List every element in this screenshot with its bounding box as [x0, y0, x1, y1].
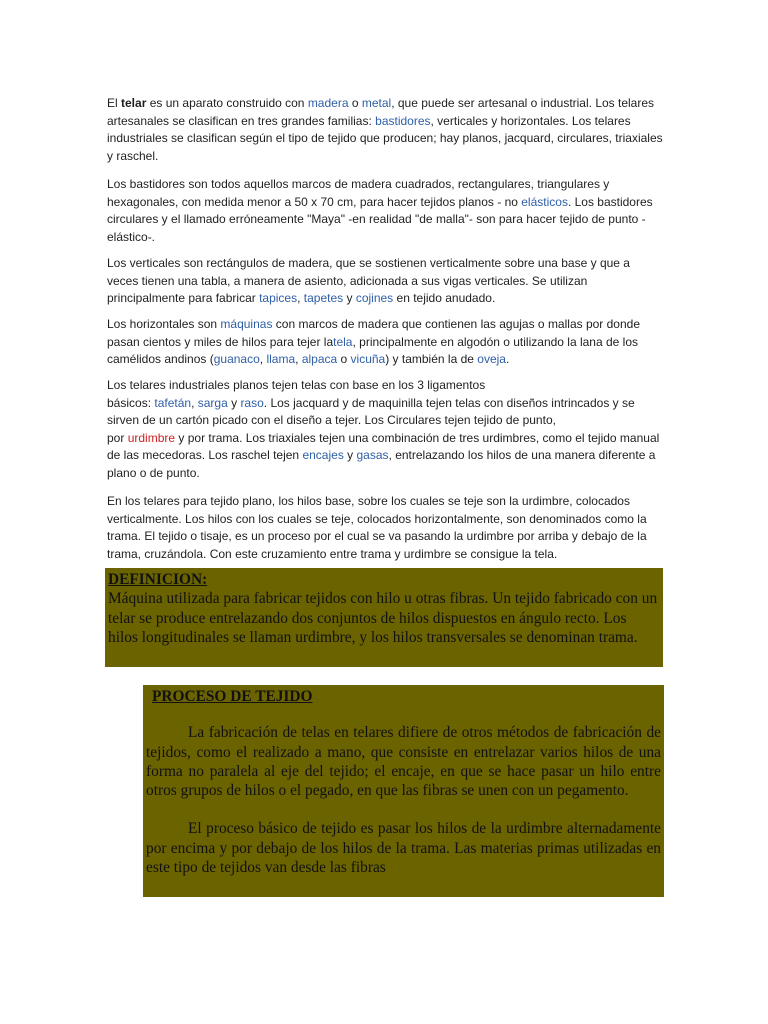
text-span: , entrelazando los hilos de una manera diferente a plano o de punto. — [107, 448, 656, 480]
paragraph-tejido-plano — [107, 493, 663, 563]
definicion-box — [105, 568, 663, 667]
text-span: En los telares para tejido plano, los hilos base, sobre los cuales se teje son la urdimbre, colocados verticalmente. Los hilos con los cuales se teje, colocados horizontalmente, son denominados como la trama. El tejido o tisaje, es un proceso por el cual se va pasando la urdimbre por arriba y debajo de la trama, cruzándola. Con este cruzamiento entre trama y urdimbre se consigue la tela. — [107, 494, 647, 561]
text-span: , — [295, 352, 302, 367]
text-span: , — [297, 291, 304, 306]
link-gasas[interactable]: gasas — [356, 448, 389, 463]
link-maquinas[interactable]: máquinas — [220, 317, 273, 331]
link-alpaca[interactable]: alpaca — [301, 352, 338, 367]
text-span: , — [191, 395, 198, 410]
link-tapetes[interactable]: tapetes — [303, 291, 344, 306]
text-span: con marcos de madera que contienen las agujas o mallas por donde pasan cientos y miles de hilos para tejer la — [107, 317, 640, 349]
text-span: , verticales y horizontales. Los telares industriales se clasifican según el tipo de tejido que producen; hay planos, jacquard, circulares, triaxiales y raschel. — [107, 113, 663, 163]
link-tela[interactable]: tela — [333, 334, 353, 349]
proceso-paragraph-2: El proceso básico de tejido es pasar los hilos de la urdimbre alternadamente por encima y por debajo de los hilos de la trama. Las materias primas utilizadas en este tipo de tejidos van desde las fibras — [146, 820, 661, 877]
paragraph-telares-industriales — [107, 377, 663, 483]
text-span: El — [107, 96, 122, 110]
text-span: ) y también la de — [385, 352, 478, 367]
proceso-title: PROCESO DE TEJIDO — [152, 688, 313, 705]
definicion-text: Máquina utilizada para fabricar tejidos con hilo u otras fibras. Un tejido fabricado con un telar se produce entrelazando dos conjuntos de hilos dispuestos en ángulo recto. Los hilos longitudinales se llaman urdimbre, y los hilos transversales se denominan trama. — [108, 590, 658, 646]
text-span: , — [259, 352, 267, 367]
text-span: o — [348, 96, 362, 110]
link-guanaco[interactable]: guanaco — [213, 352, 260, 367]
link-llama[interactable]: llama — [266, 352, 296, 367]
paragraph-horizontales — [107, 316, 663, 369]
text-span: o — [337, 352, 351, 367]
text-span: y — [227, 395, 241, 410]
text-span: Los bastidores son todos aquellos marcos de madera cuadrados, rectangulares, triangulares y hexagonales, con medida menor a 50 x 70 cm, para hacer tejidos planos - no — [107, 177, 610, 209]
text-span: , que puede ser artesanal o industrial. Los telares artesanales se clasifican en tres grandes familias: — [107, 96, 655, 128]
link-urdimbre[interactable]: urdimbre — [127, 430, 176, 445]
text-span: es un aparato construido con — [146, 96, 308, 110]
text-span: y — [343, 448, 357, 463]
paragraph-bastidores — [107, 176, 663, 246]
text-span: Los verticales son rectángulos de madera, que se sostienen verticalmente sobre una base y que a veces tienen una tabla, a manera de asiento, adicionada a sus vigas verticales. Se utilizan principalmente para fabricar — [107, 256, 630, 306]
link-elasticos[interactable]: elásticos — [521, 194, 568, 209]
link-tafetan[interactable]: tafetán — [154, 395, 192, 410]
proceso-paragraph-1: La fabricación de telas en telares difiere de otros métodos de fabricación de tejidos, como el realizado a mano, que consiste en entrelazar varios hilos de una forma no paralela al eje del tejido; el encaje, en que se hace pasar un hilo entre otros grupos de hilos o el pegado, en que las fibras se unen con un pegamento. — [146, 724, 661, 800]
text-span: en tejido anudado. — [393, 291, 496, 306]
link-raso[interactable]: raso — [240, 395, 264, 410]
text-span: por — [107, 430, 128, 445]
text-span: . Los jacquard y de maquinilla tejen telas con diseños intrincados y se sirven de un cartón picado con el diseño a tejer. Los Circulares tejen tejido de punto, — [107, 395, 635, 428]
text-span: Los horizontales son — [107, 317, 221, 331]
paragraph-telar-intro — [107, 95, 663, 165]
link-metal[interactable]: metal — [361, 96, 392, 110]
link-cojines[interactable]: cojines — [355, 291, 394, 306]
proceso-box — [143, 685, 664, 897]
link-vicuna[interactable]: vicuña — [350, 352, 386, 367]
text-span: y por trama. Los triaxiales tejen una combinación de tres urdimbres, como el tejido manual de las mecedoras. Los raschel tejen — [107, 430, 660, 463]
bold-term-telar: telar — [121, 96, 147, 110]
link-bastidores[interactable]: bastidores — [375, 113, 431, 128]
text-span: Los telares industriales planos tejen telas con base en los 3 ligamentos — [107, 378, 486, 392]
link-madera[interactable]: madera — [307, 96, 349, 110]
text-span: . — [505, 352, 510, 367]
link-tapices[interactable]: tapices — [259, 291, 298, 306]
paragraph-verticales — [107, 255, 663, 308]
text-span: básicos: — [107, 395, 155, 410]
text-span: y — [343, 291, 356, 306]
text-span: . Los bastidores circulares y el llamado erróneamente "Maya" -en realidad "de malla"- son para hacer tejido de punto -elástico-. — [107, 194, 653, 244]
text-span: , principalmente en algodón o utilizando la lana de los camélidos andinos ( — [107, 334, 639, 367]
link-sarga[interactable]: sarga — [197, 395, 228, 410]
link-oveja[interactable]: oveja — [477, 352, 506, 367]
definicion-title: DEFINICION: — [108, 571, 208, 588]
link-encajes[interactable]: encajes — [302, 448, 344, 463]
